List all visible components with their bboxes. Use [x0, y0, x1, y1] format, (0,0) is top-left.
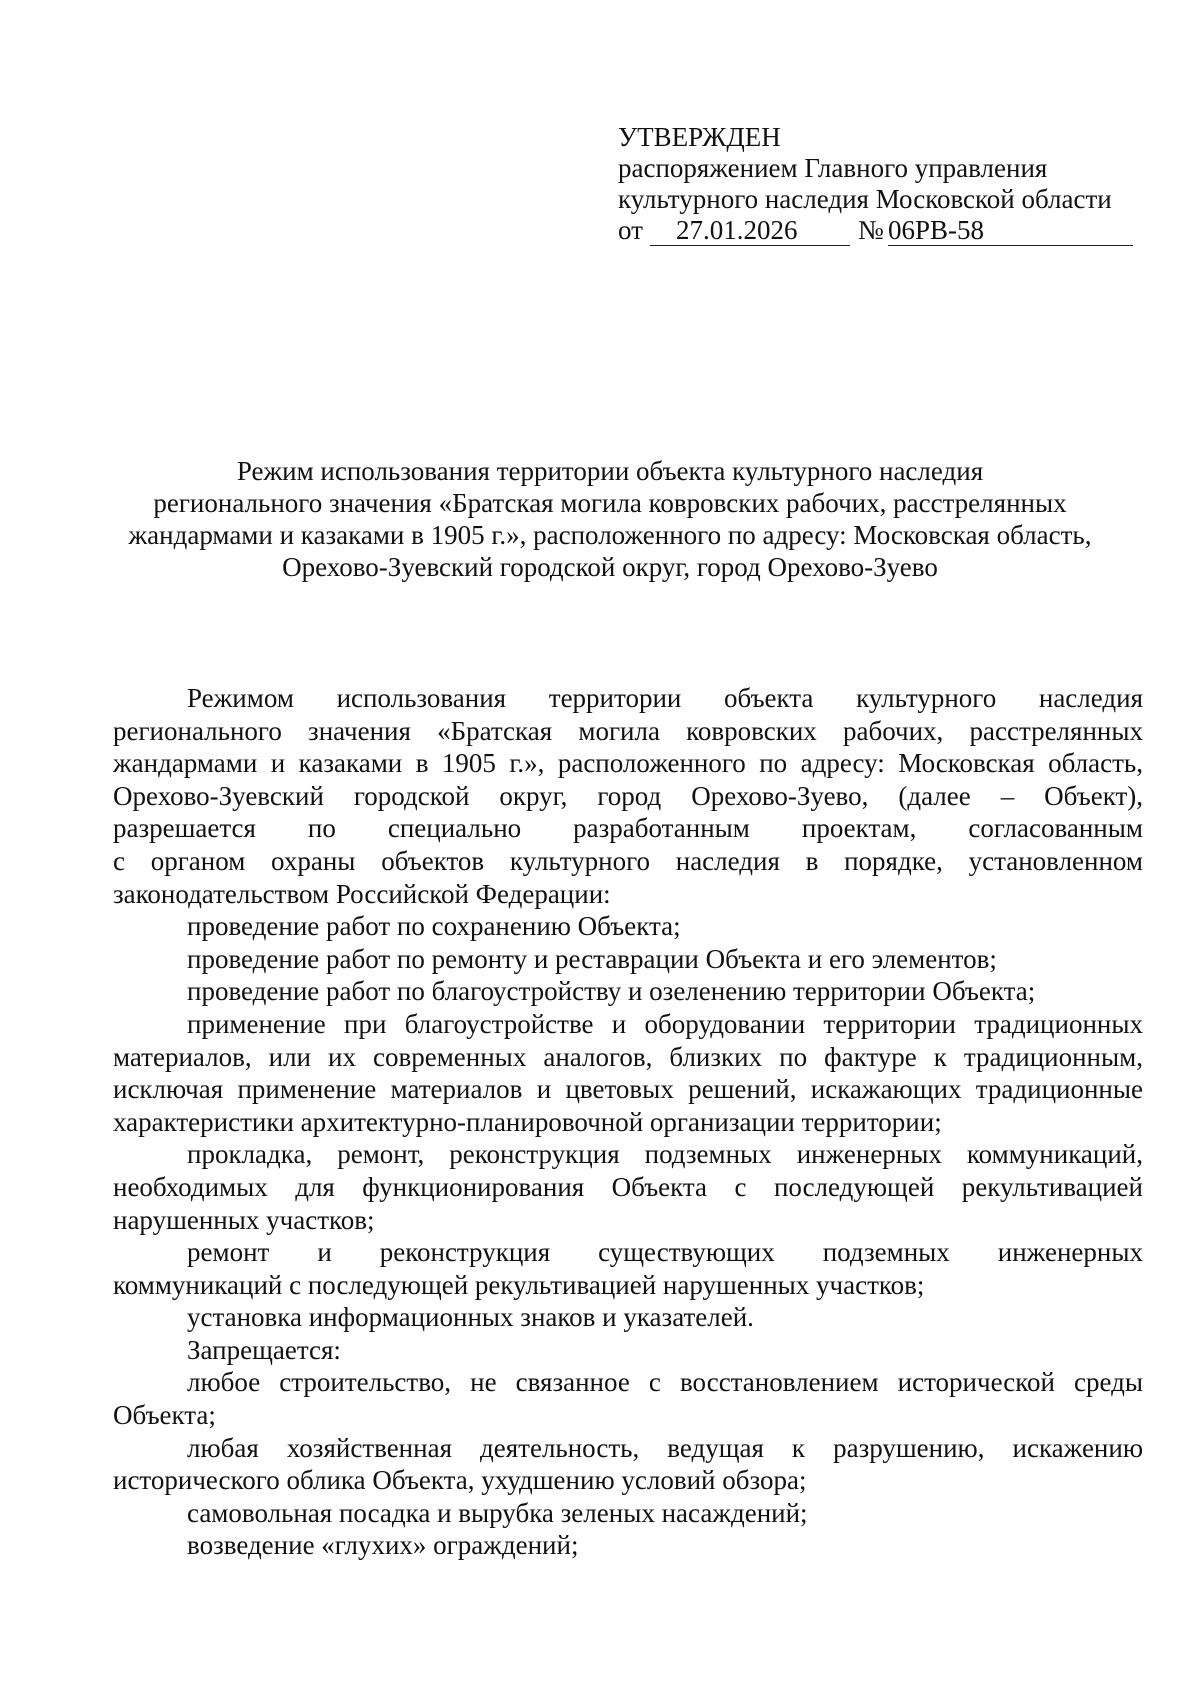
body-line: применение при благоустройстве и оборудовании территории традиционных: [187, 1008, 1143, 1039]
body-line: проведение работ по сохранению Объекта;: [187, 911, 681, 942]
body-line: Орехово-Зуевский городской округ, город Орехово-Зуево, (далее – Объект),: [113, 780, 1143, 811]
body-line: Запрещается:: [187, 1334, 341, 1365]
body-line: нарушенных участков;: [113, 1204, 375, 1235]
body-line: проведение работ по благоустройству и озеленению территории Объекта;: [187, 976, 1036, 1007]
body-line: Объекта;: [113, 1400, 216, 1431]
approval-block: [618, 122, 1138, 246]
body-line: жандармами и казаками в 1905 г.», расположенного по адресу: Московская область,: [113, 748, 1143, 779]
body-line: необходимых для функционирования Объекта с последующей рекультивацией: [113, 1171, 1143, 1202]
body-line: законодательством Российской Федерации:: [113, 878, 611, 909]
body-line: возведение «глухих» ограждений;: [187, 1530, 579, 1561]
body-line: любая хозяйственная деятельность, ведущая к разрушению, искажению: [187, 1432, 1143, 1463]
number-prefix: №: [858, 215, 884, 245]
body-line: исключая применение материалов и цветовых решений, искажающих традиционные: [113, 1074, 1143, 1105]
body-line: с органом охраны объектов культурного наследия в порядке, установленном: [113, 845, 1143, 876]
document-title: [110, 455, 1110, 583]
body-line: характеристики архитектурно-планировочной организации территории;: [113, 1106, 942, 1137]
date-prefix: от: [618, 215, 643, 245]
body-line: Режимом использования территории объекта культурного наследия: [187, 683, 1143, 713]
document-body: [113, 682, 1143, 1562]
body-line: регионального значения «Братская могила ковровских рабочих, расстрелянных: [113, 715, 1143, 746]
approval-heading: УТВЕРЖДЕН: [618, 122, 781, 152]
title-line: Режим использования территории объекта культурного наследия: [236, 456, 984, 486]
approval-line-1: распоряжением Главного управления: [618, 153, 1048, 183]
title-line: Орехово-Зуевский городской округ, город Орехово-Зуево: [282, 552, 938, 582]
body-line: коммуникаций с последующей рекультивацией нарушенных участков;: [113, 1269, 925, 1300]
body-line: прокладка, ремонт, реконструкция подземных инженерных коммуникаций,: [187, 1139, 1143, 1170]
approval-date: 27.01.2026: [676, 215, 798, 245]
title-line: регионального значения «Братская могила ковровских рабочих, расстрелянных: [153, 488, 1067, 518]
date-field: [650, 215, 850, 246]
title-line: жандармами и казаками в 1905 г.», расположенного по адресу: Московская область,: [128, 520, 1092, 550]
body-line: исторического облика Объекта, ухудшению условий обзора;: [113, 1465, 807, 1496]
body-line: любое строительство, не связанное с восстановлением исторической среды: [187, 1367, 1143, 1398]
body-line: проведение работ по ремонту и реставрации Объекта и его элементов;: [187, 943, 997, 974]
body-line: самовольная посадка и вырубка зеленых насаждений;: [187, 1497, 808, 1528]
number-field: [888, 215, 1133, 246]
body-line: разрешается по специально разработанным проектам, согласованным: [113, 813, 1143, 844]
approval-number: 06РВ-58: [888, 215, 985, 245]
body-line: установка информационных знаков и указателей.: [187, 1302, 754, 1333]
body-line: материалов, или их современных аналогов, близких по фактуре к традиционным,: [113, 1041, 1143, 1072]
approval-line-2: культурного наследия Московской области: [618, 184, 1112, 214]
body-line: ремонт и реконструкция существующих подземных инженерных: [187, 1237, 1143, 1268]
order-line: [618, 215, 1138, 246]
